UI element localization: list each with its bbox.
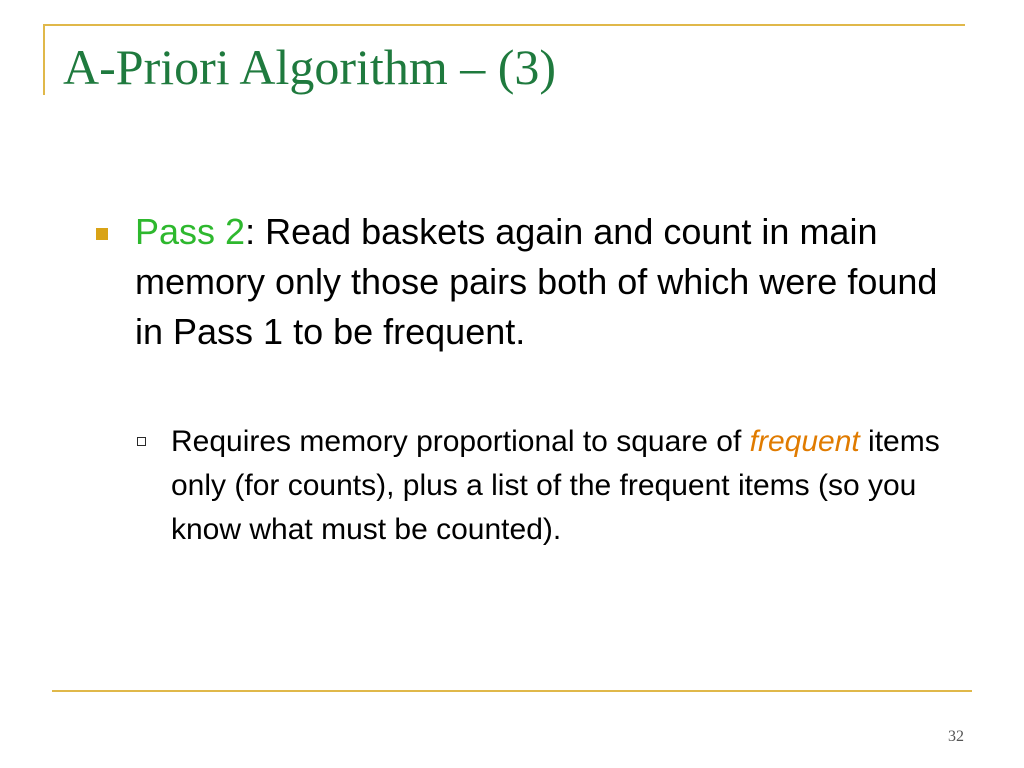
top-frame-line: [43, 24, 965, 26]
hollow-square-bullet-icon: [137, 437, 146, 446]
left-frame-line: [43, 24, 45, 95]
footer-divider: [52, 690, 972, 692]
square-bullet-icon: [96, 228, 108, 240]
pass-label: Pass 2: [135, 211, 246, 252]
bullet-point-1-text: : Read baskets again and count in main memory only those pairs both of which were found in Pass 1 to be frequent.: [135, 211, 938, 352]
emphasis-frequent: frequent: [749, 425, 860, 458]
page-number: 32: [948, 728, 964, 745]
sub-bullet-1-text-after: items only (for counts), plus a list of the frequent items (so you know what must be counted).: [171, 425, 940, 546]
slide-title: A-Priori Algorithm – (3): [63, 39, 557, 95]
bullet-point-1: [135, 207, 945, 357]
sub-bullet-1-text-before: Requires memory proportional to square of: [171, 425, 750, 458]
sub-bullet-1: [171, 420, 971, 552]
